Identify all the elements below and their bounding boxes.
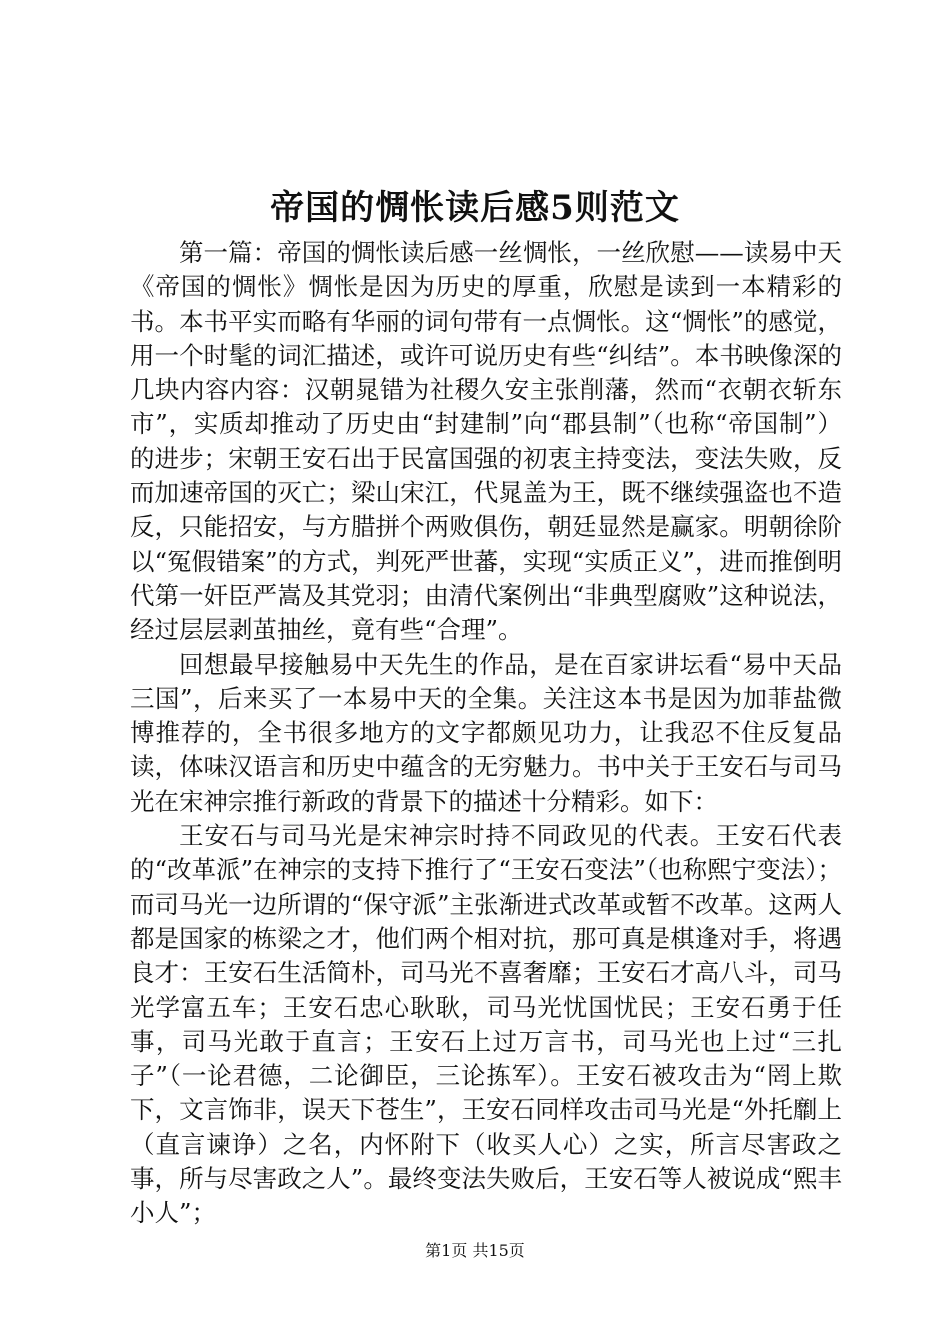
paragraph: 王安石与司马光是宋神宗时持不同政见的代表。王安石代表的“改革派”在神宗的支持下推行了“王安石变法”（也称熙宁变法）；而司马光一边所谓的“保守派”主张渐进式改革或暂不改革。这两人都是国家的栋梁之才，他们两个相对抗，那可真是棋逢对手，将遇良才：王安石生活简朴，司马光不喜奢靡；王安石才高八斗，司马光学富五车；王安石忠心耿耿，司马光忧国忧民；王安石勇于任事，司马光敢于直言；王安石上过万言书，司马光也上过“三扎子”（一论君德，二论御臣，三论拣军）。王安石被攻击为“罔上欺下，文言饰非，误天下苍生”，王安石同样攻击司马光是“外托劘上（直言谏诤）之名，内怀附下（收买人心）之实，所言尽害政之事，所与尽害政之人”。最终变法失败后，王安石等人被说成“熙丰小人”；	[130, 821, 842, 1228]
paragraph: 第一篇：帝国的惆怅读后感一丝惆怅，一丝欣慰——读易中天《帝国的惆怅》惆怅是因为历史的厚重，欣慰是读到一本精彩的书。本书平实而略有华丽的词句带有一点惆怅。这“惆怅”的感觉，用一个时髦的词汇描述，或许可说历史有些“纠结”。本书映像深的几块内容内容：汉朝晁错为社稷久安主张削藩，然而“衣朝衣斩东市”，实质却推动了历史由“封建制”向“郡县制”（也称“帝国制”）的进步；宋朝王安石出于民富国强的初衷主持变法，变法失败，反而加速帝国的灭亡；梁山宋江，代晁盖为王，既不继续强盗也不造反，只能招安，与方腊拼个两败俱伤，朝廷显然是赢家。明朝徐阶以“冤假错案”的方式，判死严世蕃，实现“实质正义”，进而推倒明代第一奸臣严嵩及其党羽；由清代案例出“非典型腐败”这种说法，经过层层剥茧抽丝，竟有些“合理”。	[130, 238, 842, 645]
document-body	[130, 236, 842, 1231]
document-title: 帝国的惆怅读后感5则范文	[270, 188, 680, 228]
paragraph: 回想最早接触易中天先生的作品，是在百家讲坛看“易中天品三国”，后来买了一本易中天的全集。关注这本书是因为加菲盐微博推荐的，全书很多地方的文字都颇见功力，让我忍不住反复品读，体味汉语言和历史中蕴含的无穷魅力。书中关于王安石与司马光在宋神宗推行新政的背景下的描述十分精彩。如下：	[130, 649, 842, 816]
page-footer: 第1页 共15页	[425, 1241, 525, 1260]
